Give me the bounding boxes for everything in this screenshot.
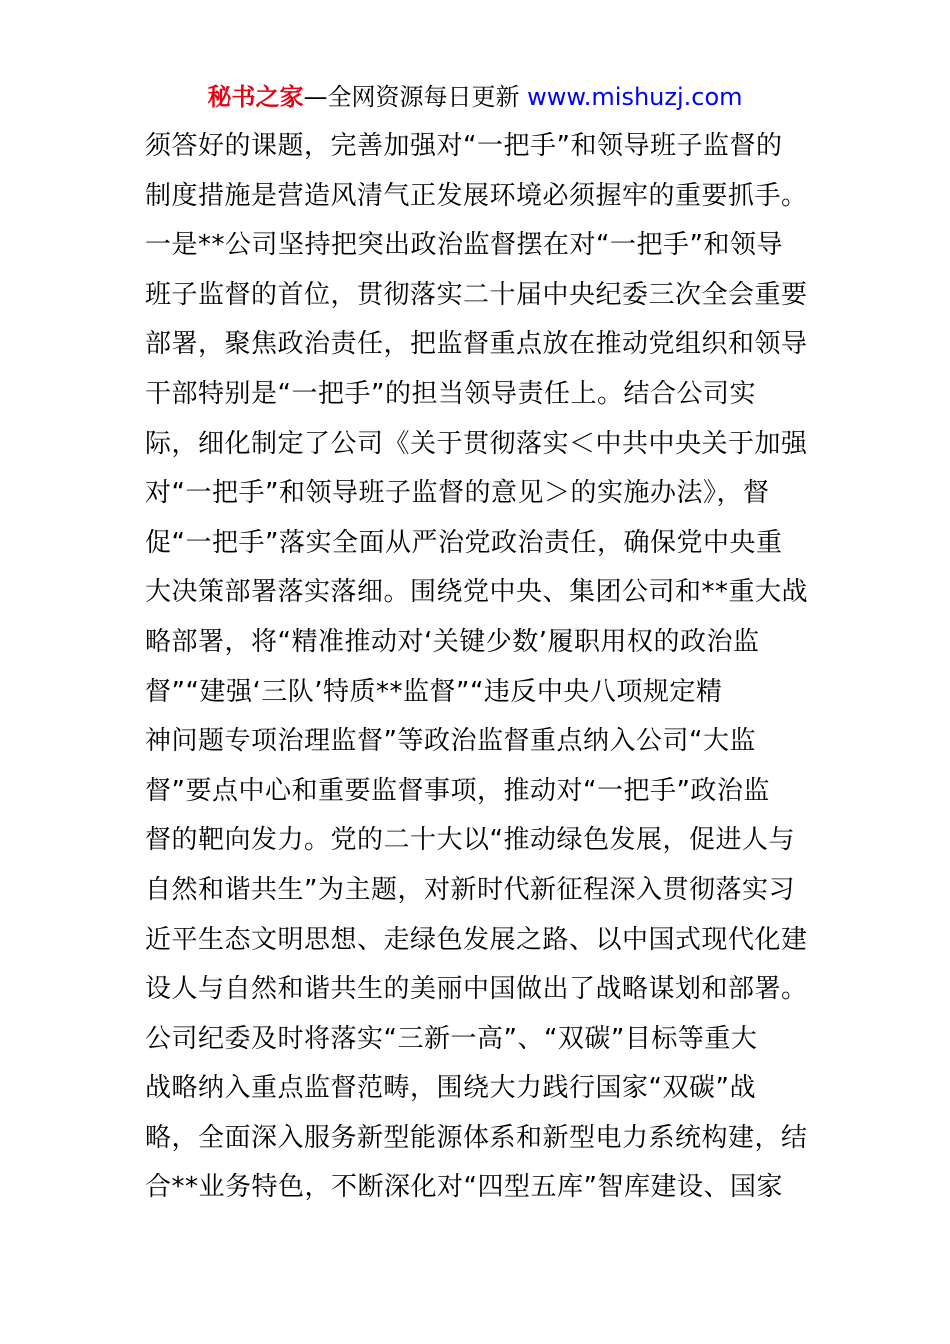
text-line: 一是**公司坚持把突出政治监督摆在对“一把手”和领导 <box>145 230 783 261</box>
text-line: 略，全面深入服务新型能源体系和新型电力系统构建，结 <box>145 1122 808 1153</box>
text-line: 大决策部署落实落细。围绕党中央、集团公司和**重大战 <box>145 577 809 608</box>
text-line: 设人与自然和谐共生的美丽中国做出了战略谋划和部署。 <box>145 974 808 1005</box>
site-slogan: —全网资源每日更新 <box>303 83 528 111</box>
text-line: 干部特别是“一把手”的担当领导责任上。结合公司实 <box>145 378 756 409</box>
text-line: 近平生态文明思想、走绿色发展之路、以中国式现代化建 <box>145 924 808 955</box>
text-line: 际，细化制定了公司《关于贯彻落实＜中共中央关于加强 <box>145 428 808 459</box>
text-line: 促“一把手”落实全面从严治党政治责任，确保党中央重 <box>145 527 783 558</box>
text-line: 自然和谐共生”为主题，对新时代新征程深入贯彻落实习 <box>145 874 795 905</box>
text-line: 公司纪委及时将落实“三新一高”、“双碳”目标等重大 <box>145 1023 758 1054</box>
text-line: 须答好的课题，完善加强对“一把手”和领导班子监督的 <box>145 131 783 161</box>
text-line: 督的靶向发力。党的二十大以“推动绿色发展，促进人与 <box>145 825 795 856</box>
brand-name: 秘书之家 <box>207 83 304 111</box>
text-line: 部署，聚焦政治责任，把监督重点放在推动党组织和领导 <box>145 329 808 360</box>
text-line: 督”要点中心和重要监督事项，推动对“一把手”政治监 <box>145 775 770 806</box>
document-body <box>145 122 810 1213</box>
text-line: 战略纳入重点监督范畴，围绕大力践行国家“双碳”战 <box>145 1073 756 1104</box>
text-line: 合**业务特色，不断深化对“四型五库”智库建设、国家 <box>145 1172 783 1203</box>
text-line: 神问题专项治理监督”等政治监督重点纳入公司“大监 <box>145 726 756 757</box>
text-line: 略部署，将“精准推动对‘关键少数’履职用权的政治监 <box>145 626 760 657</box>
site-url-link[interactable]: www.mishuzj.com <box>527 83 743 111</box>
text-line: 班子监督的首位，贯彻落实二十届中央纪委三次全会重要 <box>145 279 808 310</box>
text-line: 制度措施是营造风清气正发展环境必须握牢的重要抓手。 <box>145 180 808 211</box>
site-header <box>0 80 950 114</box>
text-line: 对“一把手”和领导班子监督的意见＞的实施办法》，督 <box>145 478 770 509</box>
text-line: 督”“建强‘三队’特质**监督”“违反中央八项规定精 <box>145 676 723 707</box>
